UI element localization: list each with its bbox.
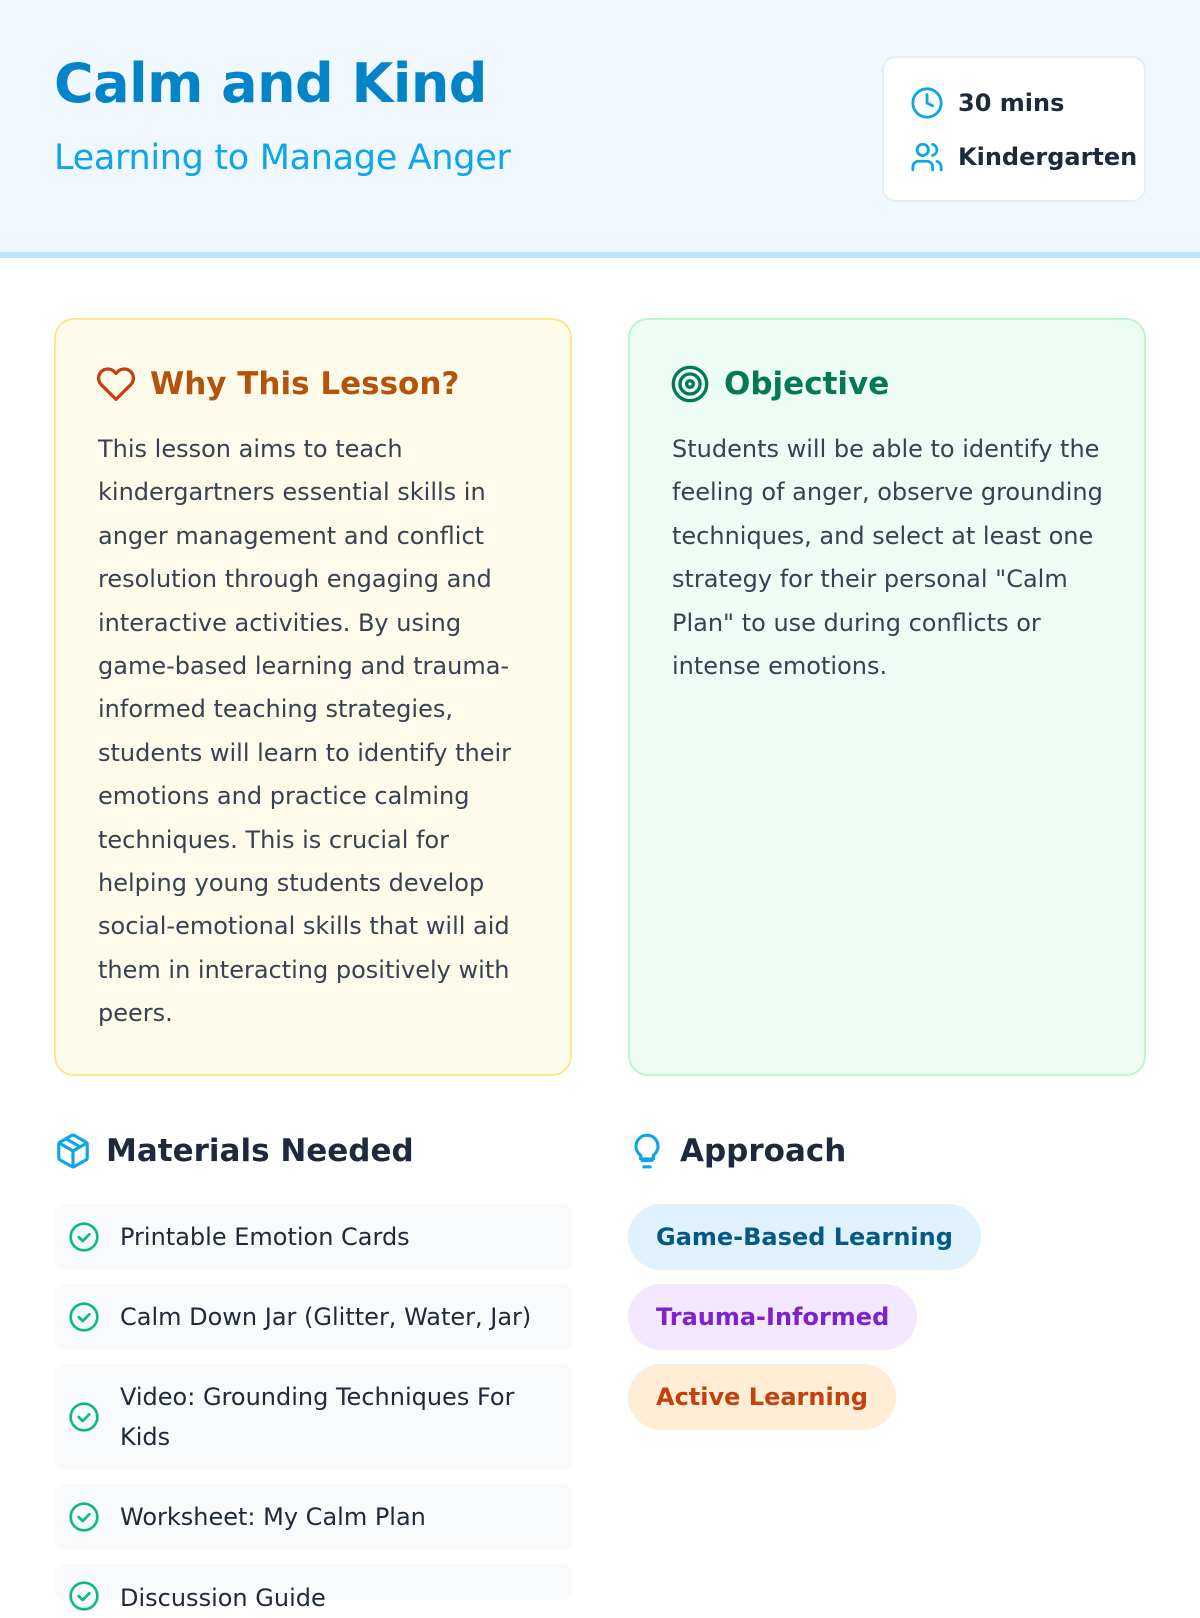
users-icon [910,140,944,174]
check-circle-icon [68,1401,100,1433]
heart-icon [96,364,136,404]
material-label: Discussion Guide [120,1584,326,1612]
objective-card [628,318,1146,1076]
lesson-header [0,0,1200,258]
why-lesson-heading-text: Why This Lesson? [150,366,460,402]
list-item [54,1484,572,1550]
approach-heading-text: Approach [680,1133,847,1169]
list-item [54,1204,572,1270]
grade-row [910,140,1137,174]
material-label: Video: Grounding Techniques For Kids [120,1383,515,1451]
why-lesson-body: This lesson aims to teach kindergartners essential skills in anger management and conflict resolution through engaging and interactive activities. By using game-based learning and trauma-informed teaching strategies, students will learn to identify their emotions and practice calming techniques. This is crucial for helping young students develop social-emotional skills that will aid them in interacting positively with peers. [98,435,512,1028]
check-circle-icon [68,1221,100,1253]
materials-heading-text: Materials Needed [106,1133,414,1169]
target-icon [670,364,710,404]
approach-heading [628,1132,846,1170]
objective-heading-text: Objective [724,366,890,402]
check-circle-icon [68,1301,100,1333]
material-label: Calm Down Jar (Glitter, Water, Jar) [120,1303,532,1331]
approach-tag: Trauma-Informed [628,1284,917,1350]
check-circle-icon [68,1580,100,1612]
why-lesson-heading [96,364,459,404]
approach-tag: Game-Based Learning [628,1204,981,1270]
grade-text: Kindergarten [958,143,1138,171]
list-item [54,1564,572,1612]
list-item [54,1364,572,1470]
objective-body: Students will be able to identify the feeling of anger, observe grounding techniques, and select at least one strategy for their personal "Calm Plan" to use during conflicts or intense emotions. [672,435,1103,681]
package-icon [54,1132,92,1170]
materials-heading [54,1132,414,1170]
clock-icon [910,86,944,120]
duration-row [910,86,1064,120]
material-label: Printable Emotion Cards [120,1223,410,1251]
check-circle-icon [68,1501,100,1533]
objective-heading [670,364,889,404]
lesson-meta-card [882,56,1146,202]
lesson-title: Calm and Kind [54,52,487,115]
approach-tag: Active Learning [628,1364,896,1430]
list-item [54,1284,572,1350]
duration-text: 30 mins [958,89,1065,117]
why-lesson-card [54,318,572,1076]
lightbulb-icon [628,1132,666,1170]
lesson-subtitle: Learning to Manage Anger [54,138,511,178]
material-label: Worksheet: My Calm Plan [120,1503,426,1531]
